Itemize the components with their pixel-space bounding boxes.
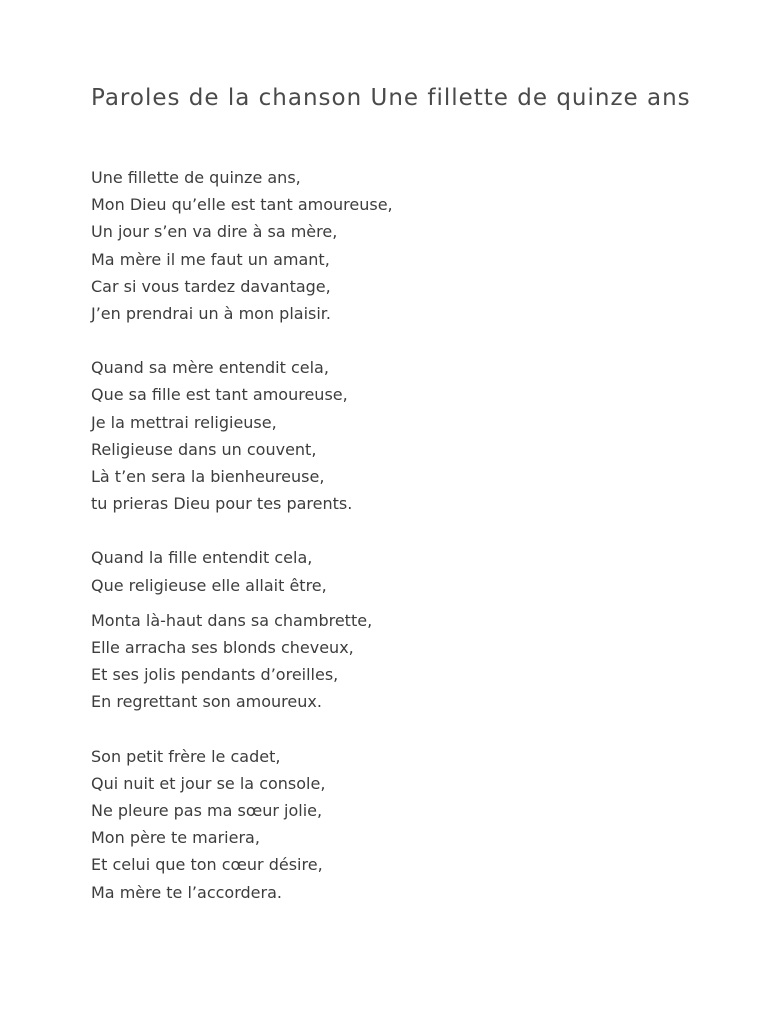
- lyric-line: Que sa fille est tant amoureuse,: [91, 385, 348, 405]
- document-page: [91, 84, 711, 906]
- lyric-line: Ma mère il me faut un amant,: [91, 249, 330, 269]
- lyric-line: Qui nuit et jour se la console,: [91, 773, 326, 793]
- lyric-line: Que religieuse elle allait être,: [91, 575, 327, 595]
- stanza-4: [91, 607, 711, 716]
- lyric-line: Quand la fille entendit cela,: [91, 548, 313, 568]
- stanza-spacer: [91, 327, 711, 354]
- lyric-line: tu prieras Dieu pour tes parents.: [91, 494, 353, 514]
- stanza-spacer: [91, 716, 711, 743]
- lyric-line: Je la mettrai religieuse,: [91, 412, 277, 432]
- lyric-line: En regrettant son amoureux.: [91, 692, 322, 712]
- lyric-line: Ne pleure pas ma sœur jolie,: [91, 801, 323, 821]
- stanza-5: [91, 743, 711, 906]
- lyric-line: Mon père te mariera,: [91, 828, 260, 848]
- stanza-spacer: [91, 517, 711, 544]
- lyric-line: Quand sa mère entendit cela,: [91, 358, 329, 378]
- page-title: Paroles de la chanson Une fillette de quinze ans: [91, 85, 691, 111]
- lyric-line: Une fillette de quinze ans,: [91, 168, 301, 187]
- lyric-line: J’en prendrai un à mon plaisir.: [91, 304, 331, 324]
- lyric-line: Monta là-haut dans sa chambrette,: [91, 610, 373, 630]
- stanza-2: [91, 354, 711, 517]
- lyric-line: Elle arracha ses blonds cheveux,: [91, 638, 354, 658]
- lyric-line: Ma mère te l’accordera.: [91, 882, 282, 902]
- lyrics-body: [91, 164, 711, 906]
- stanza-3: [91, 544, 711, 598]
- lyric-line: Religieuse dans un couvent,: [91, 439, 317, 459]
- lyric-line: Là t’en sera la bienheureuse,: [91, 467, 325, 487]
- lyric-line: Car si vous tardez davantage,: [91, 276, 331, 296]
- stanza-spacer: [91, 599, 711, 607]
- lyric-line: Et celui que ton cœur désire,: [91, 855, 323, 875]
- lyric-line: Un jour s’en va dire à sa mère,: [91, 222, 338, 242]
- stanza-1: [91, 164, 711, 327]
- lyric-line: Mon Dieu qu’elle est tant amoureuse,: [91, 195, 393, 215]
- lyric-line: Son petit frère le cadet,: [91, 746, 281, 766]
- lyric-line: Et ses jolis pendants d’oreilles,: [91, 665, 339, 685]
